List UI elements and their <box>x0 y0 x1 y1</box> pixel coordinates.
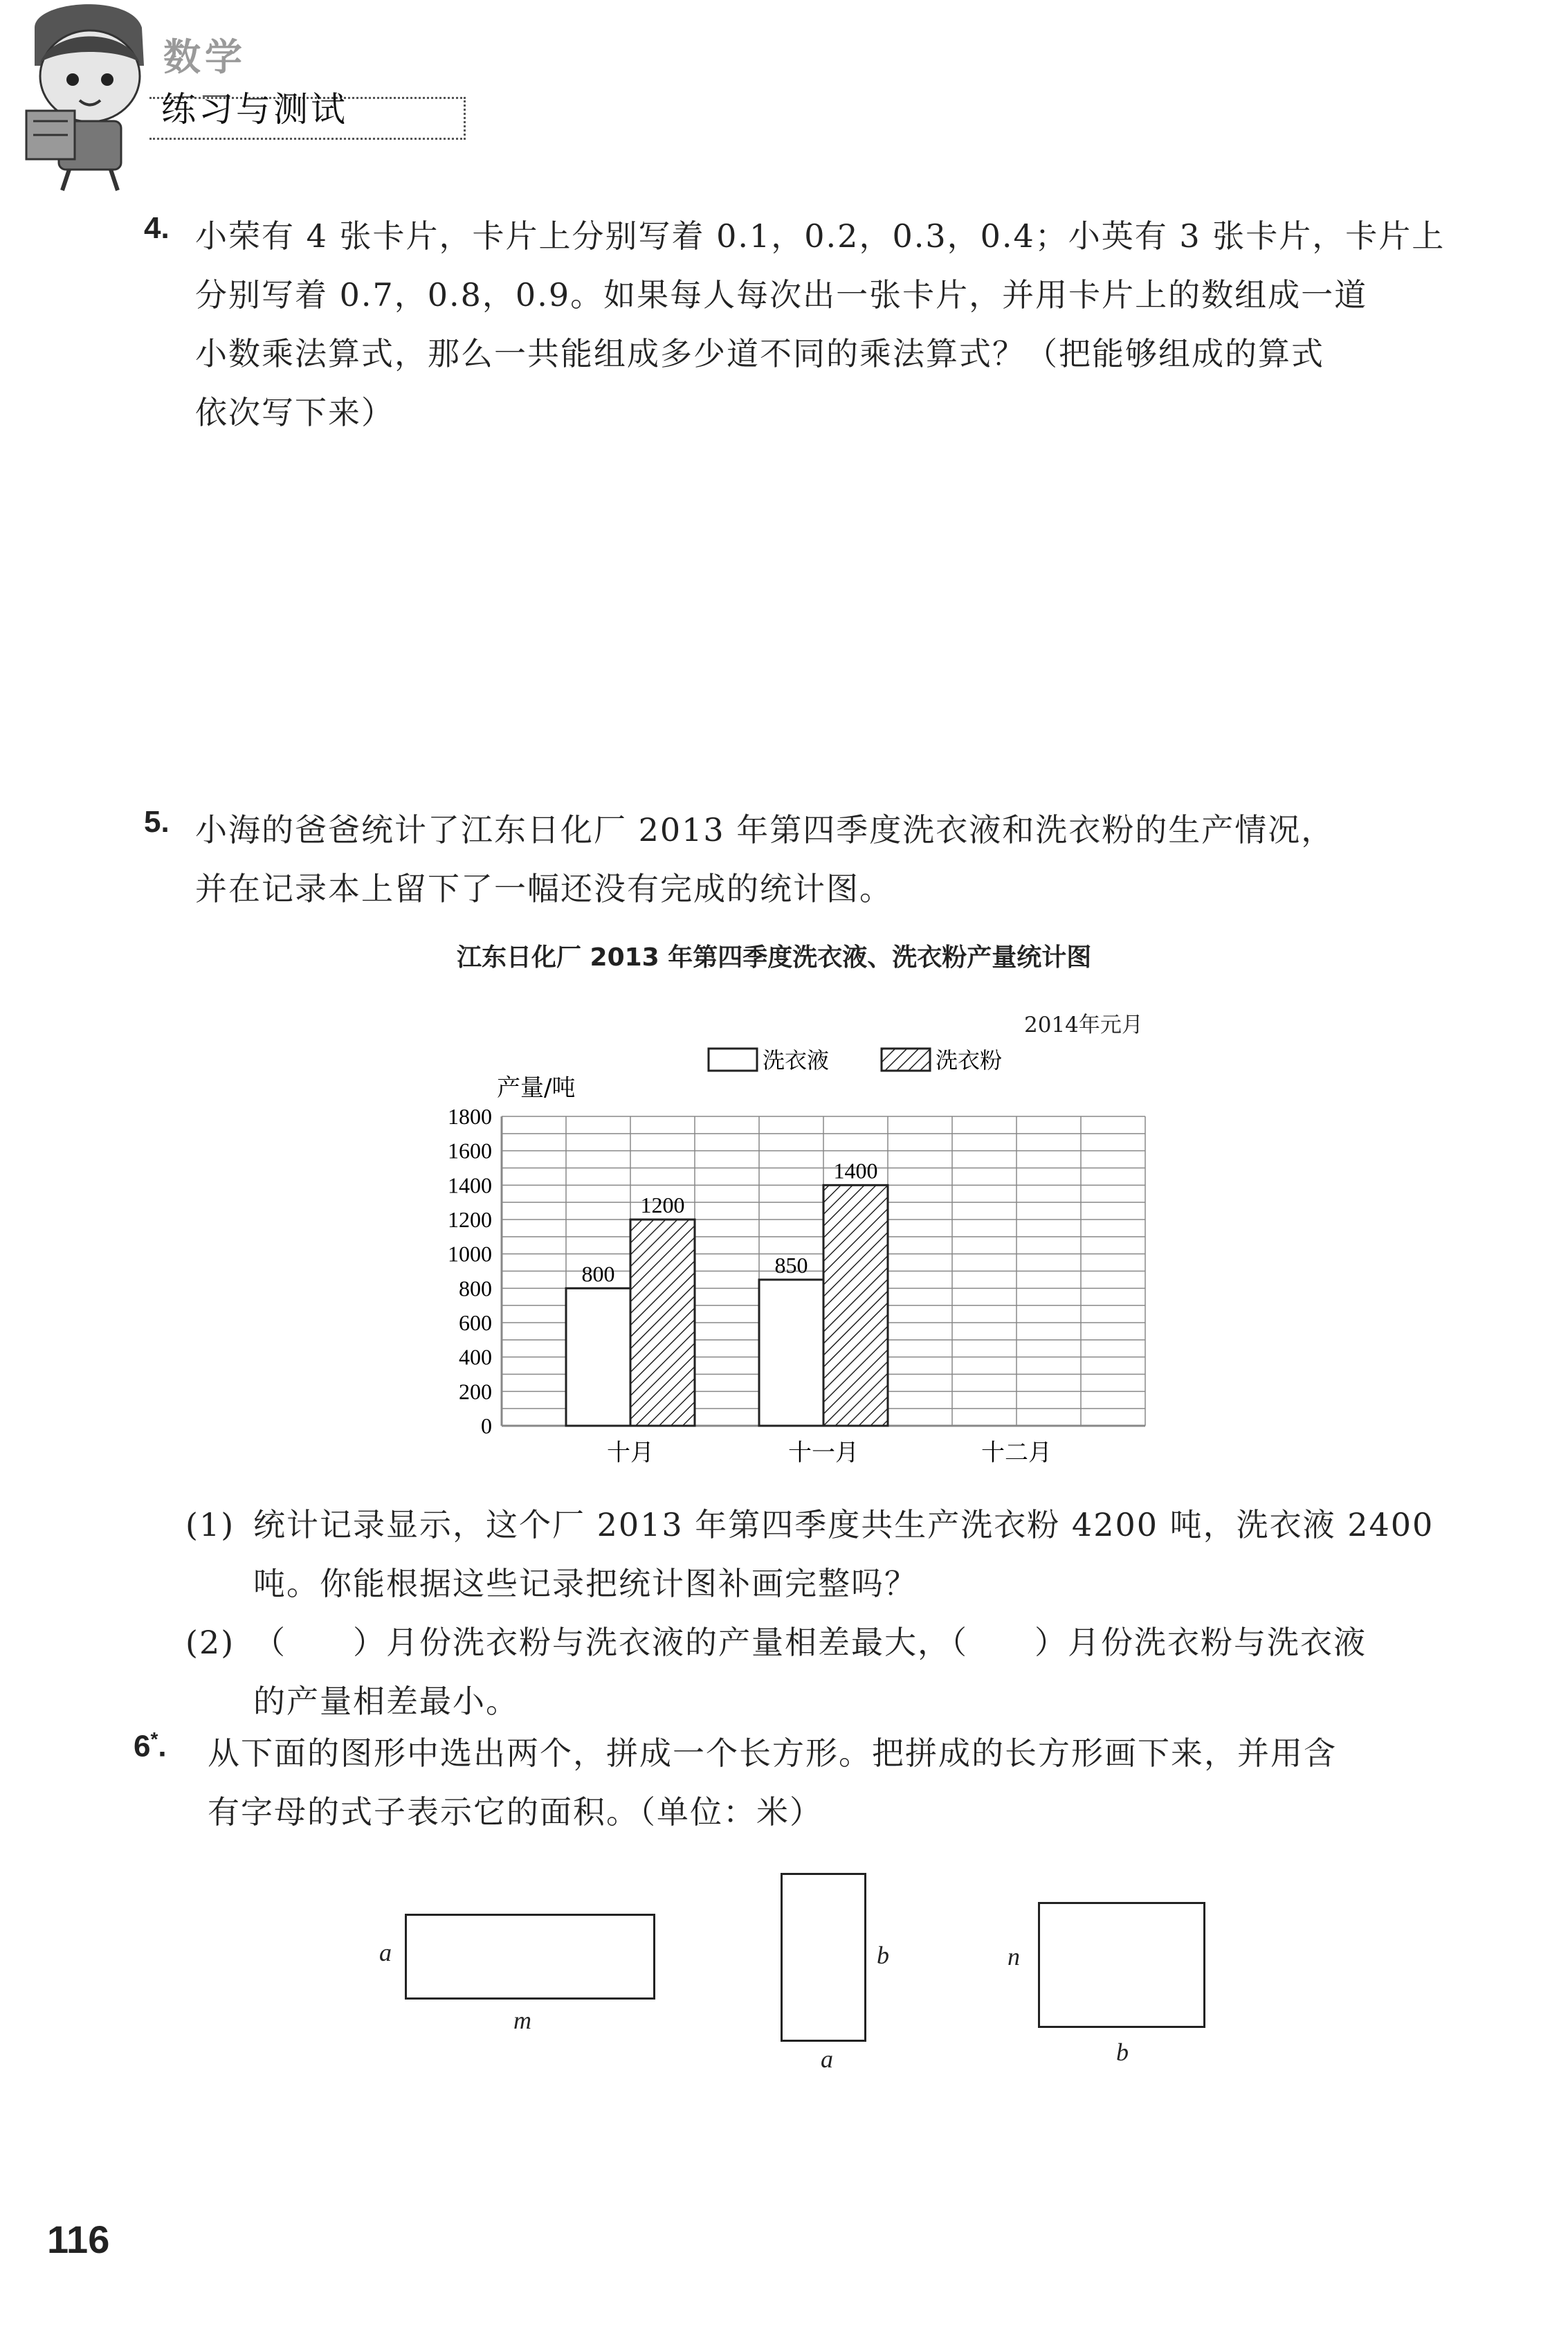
y-tick-label: 0 <box>481 1413 492 1438</box>
q5-sub1-line-2: 吨。你能根据这些记录把统计图补画完整吗？ <box>253 1565 918 1602</box>
x-tick-label: 十一月 <box>788 1439 859 1467</box>
y-tick-label: 800 <box>459 1276 492 1301</box>
q5-number: 5. <box>144 805 170 839</box>
y-tick-label: 1600 <box>448 1138 492 1163</box>
q6-star: * <box>150 1728 158 1750</box>
shape3-bottom-label: b <box>1116 2038 1129 2066</box>
y-tick-label: 1000 <box>448 1241 492 1267</box>
q5-sub2-label: (2) <box>185 1624 235 1661</box>
page-number: 116 <box>47 2218 110 2261</box>
q4-number: 4. <box>144 211 170 245</box>
y-tick-label: 200 <box>459 1379 492 1404</box>
bar-powder <box>630 1220 695 1426</box>
q5-line-1: 小海的爸爸统计了江东日化厂 2013 年第四季度洗衣液和洗衣粉的生产情况， <box>195 811 1335 849</box>
y-axis-label: 产量/吨 <box>497 1074 576 1102</box>
bar-value-label: 850 <box>774 1252 808 1278</box>
q4-line-1: 小荣有 4 张卡片，卡片上分别写着 0.1，0.2，0.3，0.4；小英有 3 张卡片，卡片上 <box>195 217 1446 255</box>
q6-line-1: 从下面的图形中选出两个，拼成一个长方形。把拼成的长方形画下来，并用含 <box>208 1734 1337 1772</box>
shape2-bottom-label: a <box>821 2045 833 2073</box>
q5-line-2: 并在记录本上留下了一幅还没有完成的统计图。 <box>195 870 893 907</box>
q5-sub1-line-1: 统计记录显示，这个厂 2013 年第四季度共生产洗衣粉 4200 吨，洗衣液 2400 <box>253 1506 1434 1543</box>
q6-dot: . <box>158 1729 167 1764</box>
chart-date: 2014年元月 <box>1024 1013 1143 1037</box>
bar-liquid <box>759 1280 823 1426</box>
q6-line-2: 有字母的式子表示它的面积。（单位：米） <box>208 1793 823 1831</box>
chart-title: 江东日化厂 2013 年第四季度洗衣液、洗衣粉产量统计图 <box>457 943 1092 972</box>
y-tick-label: 1800 <box>448 1104 492 1129</box>
y-tick-labels <box>448 1104 492 1438</box>
q4-line-2: 分别写着 0.7，0.8，0.9。如果每人每次出一张卡片，并用卡片上的数组成一道 <box>195 276 1368 314</box>
y-tick-label: 1200 <box>448 1207 492 1232</box>
q6-number-digit: 6 <box>134 1729 151 1764</box>
legend-swatch-plain <box>709 1049 757 1071</box>
legend-swatch-hatched <box>882 1049 930 1071</box>
chart-bars <box>566 1158 888 1426</box>
q5-sub1-label: (1) <box>185 1506 235 1543</box>
bar-powder <box>823 1185 888 1426</box>
q6-number <box>134 1728 167 1764</box>
mascot-illustration <box>21 0 159 194</box>
y-tick-label: 1400 <box>448 1172 492 1198</box>
q5-sub2-line-1: （ ）月份洗衣粉与洗衣液的产量相差最大，（ ）月份洗衣粉与洗衣液 <box>253 1624 1367 1661</box>
q4-line-4: 依次写下来） <box>195 394 394 431</box>
legend-label-2: 洗衣粉 <box>936 1047 1003 1073</box>
bar-value-label: 800 <box>581 1261 615 1287</box>
bar-value-label: 1200 <box>640 1193 685 1217</box>
shape-rect-am <box>405 1914 655 2000</box>
y-tick-label: 400 <box>459 1344 492 1370</box>
x-tick-label: 十二月 <box>981 1439 1052 1467</box>
shape1-side-label: a <box>379 1939 392 1966</box>
book-title: 练习与测试 <box>161 89 348 129</box>
x-tick-label: 十月 <box>607 1439 654 1467</box>
bar-chart <box>415 1035 1190 1492</box>
shape-rect-ba <box>781 1873 866 2042</box>
legend-label-1: 洗衣液 <box>763 1047 830 1073</box>
subject-label: 数学 <box>163 35 246 79</box>
shape2-side-label: b <box>877 1941 889 1969</box>
bar-liquid <box>566 1288 630 1426</box>
x-tick-labels <box>607 1439 1052 1467</box>
y-tick-label: 600 <box>459 1310 492 1335</box>
q4-line-3: 小数乘法算式，那么一共能组成多少道不同的乘法算式？（把能够组成的算式 <box>195 335 1324 372</box>
shape-rect-nb <box>1038 1902 1205 2028</box>
q5-sub2-line-2: 的产量相差最小。 <box>253 1683 519 1720</box>
bar-value-label: 1400 <box>833 1158 878 1184</box>
shape3-side-label: n <box>1008 1943 1020 1970</box>
shape1-bottom-label: m <box>513 2006 531 2034</box>
